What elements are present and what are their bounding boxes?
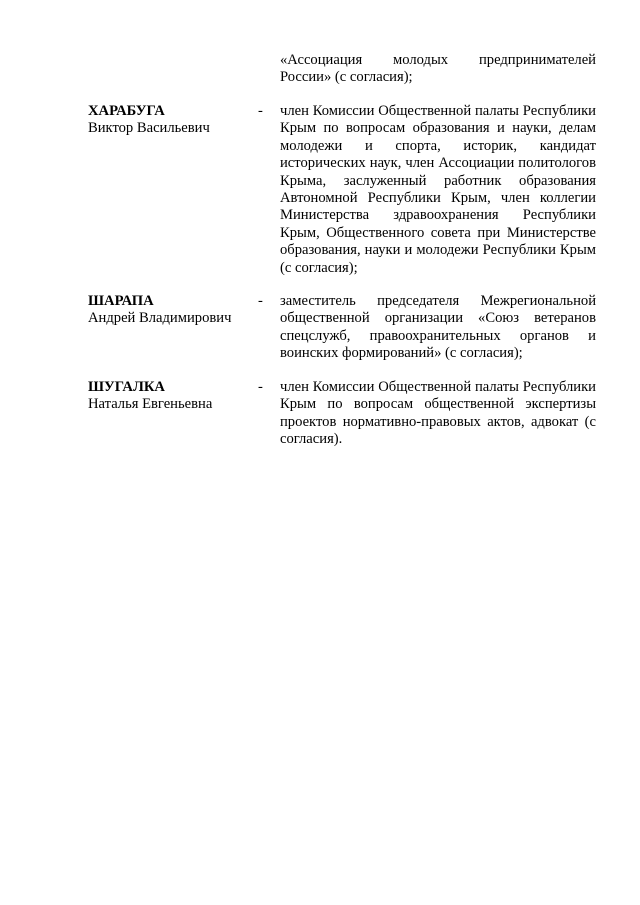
separator-dash: - <box>258 379 263 395</box>
member-surname: ХАРАБУГА <box>88 103 165 119</box>
member-surname: ШУГАЛКА <box>88 379 165 395</box>
member-description: заместитель председателя Межрегиональной общественной организации «Союз ветеранов спецслужб, правоохранительных органов и воинских формирований» (с согласия); <box>280 293 596 362</box>
member-given-names: Наталья Евгеньевна <box>88 396 213 413</box>
member-description: член Комиссии Общественной палаты Республики Крым по вопросам общественной экспертизы проектов нормативно-правовых актов, адвокат (с согласия). <box>280 379 596 448</box>
member-description: член Комиссии Общественной палаты Республики Крым по вопросам образования и науки, делам молодежи и спорта, историк, кандидат исторических наук, член Ассоциации политологов Крыма, заслуженный работник образования Автономной Республики Крым, член коллегии Министерства здравоохранения Республики Крым, Общественного совета при Министерстве образования, науки и молодежи Республики Крым (с согласия); <box>280 103 596 276</box>
member-given-names: Виктор Васильевич <box>88 120 210 137</box>
member-surname: ШАРАПА <box>88 293 154 309</box>
member-given-names: Андрей Владимирович <box>88 310 232 327</box>
continuation-paragraph: «Ассоциация молодых предпринимателей России» (с согласия); <box>280 52 596 86</box>
member-name <box>88 103 258 138</box>
separator-dash: - <box>258 103 263 119</box>
member-name <box>88 293 258 328</box>
separator-dash: - <box>258 293 263 309</box>
member-name <box>88 379 258 414</box>
